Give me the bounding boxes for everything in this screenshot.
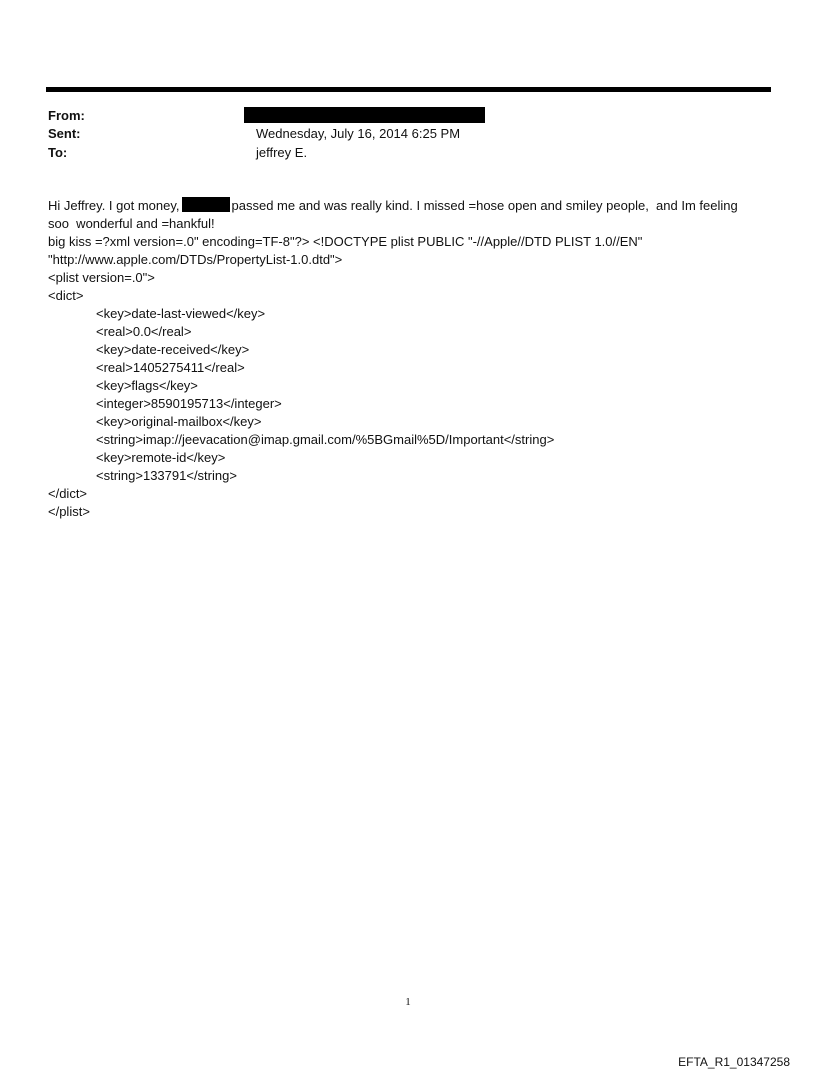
sent-value: Wednesday, July 16, 2014 6:25 PM [256, 126, 461, 141]
body-line-10: <real>1405275411</real> [96, 360, 245, 375]
to-label: To: [48, 145, 68, 160]
body-line-12: <integer>8590195713</integer> [96, 396, 282, 411]
body-line-8: <real>0.0</real> [96, 324, 192, 339]
email-body [48, 197, 773, 521]
from-label: From: [48, 108, 85, 123]
body-line-11: <key>flags</key> [96, 378, 198, 393]
body-line-1 [48, 197, 773, 215]
sent-label: Sent: [48, 126, 81, 141]
body-line-15: <key>remote-id</key> [96, 450, 226, 465]
body-line-18: </plist> [48, 504, 90, 519]
body-line-7: <key>date-last-viewed</key> [96, 306, 266, 321]
body-line-5: <plist version=.0"> [48, 270, 155, 285]
bates-number: EFTA_R1_01347258 [678, 1055, 790, 1069]
header-rule [46, 87, 771, 92]
body-line-17: </dict> [48, 486, 88, 501]
body-line-6: <dict> [48, 288, 84, 303]
from-redaction [244, 107, 485, 123]
body-line-3: big kiss =?xml version=.0" encoding=TF-8"?> <!DOCTYPE plist PUBLIC "-//Apple//DTD PLIST 1.0//EN" [48, 234, 643, 249]
to-value: jeffrey E. [256, 145, 308, 160]
body-line-4: "http://www.apple.com/DTDs/PropertyList-1.0.dtd"> [48, 252, 343, 267]
page-number: 1 [405, 996, 411, 1008]
body-redaction [182, 197, 230, 212]
body-line-14: <string>imap://jeevacation@imap.gmail.com/%5BGmail%5D/Important</string> [96, 432, 555, 447]
body-line-9: <key>date-received</key> [96, 342, 250, 357]
body-line-13: <key>original-mailbox</key> [96, 414, 262, 429]
body-line-1-end: passed me and was really kind. I missed =hose open and smiley people, and Im feeling [231, 198, 738, 213]
body-line-16: <string>133791</string> [96, 468, 237, 483]
body-line-1-start: Hi Jeffrey. I got money, [48, 198, 180, 213]
body-line-2: soo wonderful and =hankful! [48, 216, 215, 231]
